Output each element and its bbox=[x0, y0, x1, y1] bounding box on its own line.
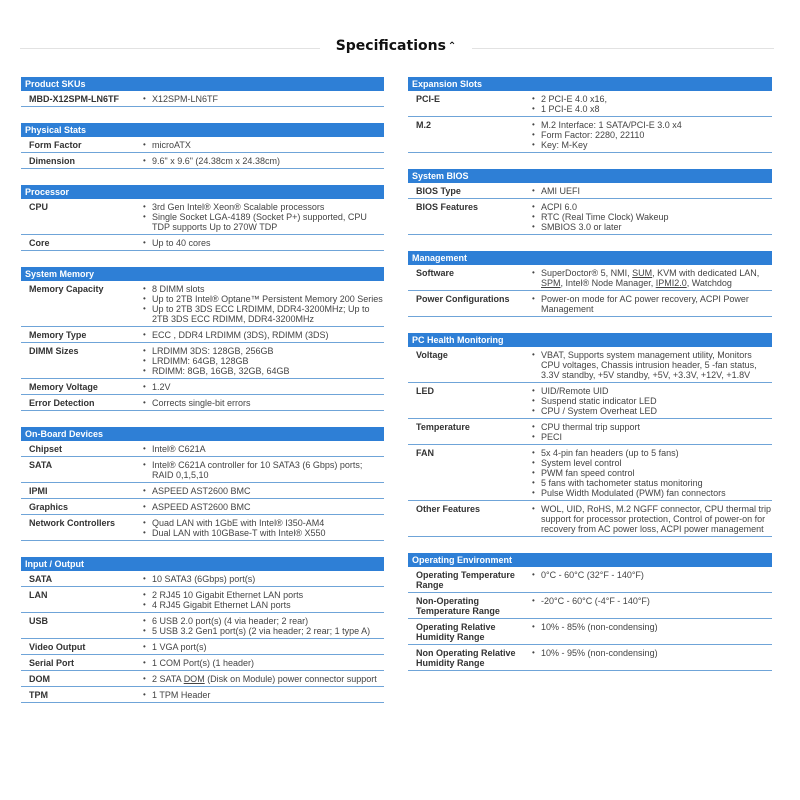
spec-values bbox=[143, 330, 384, 340]
section-header: Physical Stats bbox=[21, 123, 384, 137]
section-product-skus bbox=[21, 77, 384, 107]
spec-value: • 10% - 95% (non-condensing) bbox=[532, 648, 772, 658]
spec-label: Temperature bbox=[416, 422, 470, 432]
spec-value-text: , Intel® Node Manager, bbox=[560, 278, 656, 288]
spec-value: • CPU thermal trip support bbox=[532, 422, 772, 432]
spec-label: PCI-E bbox=[416, 94, 441, 104]
spec-values bbox=[143, 156, 384, 166]
spec-row bbox=[21, 499, 384, 515]
page-title: Specifications bbox=[335, 38, 446, 54]
spec-row bbox=[21, 137, 384, 153]
spec-label: MBD-X12SPM-LN6TF bbox=[29, 94, 120, 104]
spec-label: Dimension bbox=[29, 156, 76, 166]
spec-values bbox=[143, 502, 384, 512]
spec-value: • LRDIMM: 64GB, 128GB bbox=[143, 356, 384, 366]
spec-label: Memory Voltage bbox=[29, 382, 98, 392]
spec-value: • Quad LAN with 1GbE with Intel® I350-AM4 bbox=[143, 518, 384, 528]
spec-values bbox=[532, 422, 772, 442]
spec-label: Serial Port bbox=[29, 658, 75, 668]
spec-label: Form Factor bbox=[29, 140, 82, 150]
spec-value: • RTC (Real Time Clock) Wakeup bbox=[532, 212, 772, 222]
spec-label: Video Output bbox=[29, 642, 86, 652]
spec-label: BIOS Type bbox=[416, 186, 461, 196]
spec-value: • PWM fan speed control bbox=[532, 468, 772, 478]
spec-value: • 5x 4-pin fan headers (up to 5 fans) bbox=[532, 448, 772, 458]
spec-value: • WOL, UID, RoHS, M.2 NGFF connector, CPU thermal trip support for processor protection, Control of power-on for recovery from AC power loss, ACPI power management bbox=[532, 504, 772, 534]
spec-value: • System level control bbox=[532, 458, 772, 468]
spec-row bbox=[408, 291, 772, 317]
spec-value: • Suspend static indicator LED bbox=[532, 396, 772, 406]
spec-values bbox=[143, 690, 384, 700]
spec-label: Software bbox=[416, 268, 455, 278]
spec-label: FAN bbox=[416, 448, 434, 458]
spec-row bbox=[408, 593, 772, 619]
section-header: System Memory bbox=[21, 267, 384, 281]
spec-label: TPM bbox=[29, 690, 48, 700]
spec-label: LAN bbox=[29, 590, 48, 600]
spec-label: Non Operating Relative Humidity Range bbox=[416, 648, 516, 668]
spec-values bbox=[143, 346, 384, 376]
spec-values bbox=[532, 186, 772, 196]
spec-row bbox=[408, 199, 772, 235]
section-header: Expansion Slots bbox=[408, 77, 772, 91]
spec-value: • Intel® C621A bbox=[143, 444, 384, 454]
spec-row bbox=[408, 419, 772, 445]
spec-row bbox=[21, 515, 384, 541]
spec-label: SATA bbox=[29, 460, 53, 470]
spec-label: Chipset bbox=[29, 444, 63, 454]
spec-row bbox=[21, 587, 384, 613]
spec-value: • Power-on mode for AC power recovery, ACPI Power Management bbox=[532, 294, 772, 314]
spec-row bbox=[21, 235, 384, 251]
spec-label: Error Detection bbox=[29, 398, 95, 408]
spec-row bbox=[408, 265, 772, 291]
spec-row bbox=[21, 571, 384, 587]
spec-row bbox=[21, 199, 384, 235]
spec-value: • Up to 2TB Intel® Optane™ Persistent Memory 200 Series bbox=[143, 294, 384, 304]
spec-value: • UID/Remote UID bbox=[532, 386, 772, 396]
spec-values bbox=[143, 382, 384, 392]
spec-value: • RDIMM: 8GB, 16GB, 32GB, 64GB bbox=[143, 366, 384, 376]
spec-values bbox=[532, 448, 772, 498]
section-processor bbox=[21, 185, 384, 251]
spec-value: • 1 PCI-E 4.0 x8 bbox=[532, 104, 772, 114]
spec-value: • Key: M-Key bbox=[532, 140, 772, 150]
spec-value: • 9.6" x 9.6" (24.38cm x 24.38cm) bbox=[143, 156, 384, 166]
spec-value: • CPU / System Overheat LED bbox=[532, 406, 772, 416]
spec-row bbox=[408, 183, 772, 199]
spec-values bbox=[143, 444, 384, 454]
spec-label: BIOS Features bbox=[416, 202, 479, 212]
spec-values bbox=[143, 590, 384, 610]
spec-value: • M.2 Interface: 1 SATA/PCI-E 3.0 x4 bbox=[532, 120, 772, 130]
spec-values bbox=[143, 518, 384, 538]
spec-row bbox=[408, 567, 772, 593]
chevron-up-icon: ⌃ bbox=[447, 41, 457, 52]
spec-row bbox=[408, 347, 772, 383]
spec-value: • microATX bbox=[143, 140, 384, 150]
spec-value: • Intel® C621A controller for 10 SATA3 (6 Gbps) ports; RAID 0,1,5,10 bbox=[143, 460, 384, 480]
spec-row bbox=[408, 117, 772, 153]
spec-row bbox=[21, 327, 384, 343]
spec-value: • ASPEED AST2600 BMC bbox=[143, 486, 384, 496]
spec-label: DOM bbox=[29, 674, 50, 684]
spec-value: • ECC , DDR4 LRDIMM (3DS), RDIMM (3DS) bbox=[143, 330, 384, 340]
link-dom[interactable]: DOM bbox=[183, 674, 205, 684]
spec-value: • 0°C - 60°C (32°F - 140°F) bbox=[532, 570, 772, 580]
spec-value: • 8 DIMM slots bbox=[143, 284, 384, 294]
spec-label: USB bbox=[29, 616, 49, 626]
section-header: Processor bbox=[21, 185, 384, 199]
spec-row bbox=[21, 613, 384, 639]
spec-value: • 1.2V bbox=[143, 382, 384, 392]
spec-value: • 6 USB 2.0 port(s) (4 via header; 2 rear) bbox=[143, 616, 384, 626]
spec-value-text: (Disk on Module) power connector support bbox=[204, 674, 377, 684]
spec-values bbox=[143, 616, 384, 636]
spec-values bbox=[532, 120, 772, 150]
spec-value: • 5 fans with tachometer status monitoring bbox=[532, 478, 772, 488]
spec-label: Operating Relative Humidity Range bbox=[416, 622, 496, 642]
spec-value: • Up to 40 cores bbox=[143, 238, 384, 248]
spec-values bbox=[143, 642, 384, 652]
spec-values bbox=[143, 284, 384, 324]
section-expansion-slots bbox=[408, 77, 772, 153]
spec-row bbox=[21, 281, 384, 327]
spec-value: • 1 COM Port(s) (1 header) bbox=[143, 658, 384, 668]
spec-value: • PECI bbox=[532, 432, 772, 442]
spec-value: • 1 TPM Header bbox=[143, 690, 384, 700]
spec-values bbox=[143, 486, 384, 496]
section-pc-health-monitoring bbox=[408, 333, 772, 537]
spec-label: Memory Type bbox=[29, 330, 87, 340]
spec-row bbox=[21, 91, 384, 107]
spec-values bbox=[532, 268, 772, 288]
spec-value: • Corrects single-bit errors bbox=[143, 398, 384, 408]
spec-label: Network Controllers bbox=[29, 518, 116, 528]
specs-right-column bbox=[408, 77, 772, 687]
spec-row bbox=[21, 687, 384, 703]
section-header: System BIOS bbox=[408, 169, 772, 183]
spec-value-text: 2 SATA bbox=[152, 674, 184, 684]
spec-value: • 3rd Gen Intel® Xeon® Scalable processors bbox=[143, 202, 384, 212]
section-header: PC Health Monitoring bbox=[408, 333, 772, 347]
section-header: On-Board Devices bbox=[21, 427, 384, 441]
spec-row bbox=[21, 671, 384, 687]
spec-value: • ACPI 6.0 bbox=[532, 202, 772, 212]
section-header: Management bbox=[408, 251, 772, 265]
spec-label: Power Configurations bbox=[416, 294, 510, 304]
spec-values bbox=[532, 202, 772, 232]
link-spm[interactable]: SPM bbox=[541, 278, 561, 288]
spec-value: • -20°C - 60°C (-4°F - 140°F) bbox=[532, 596, 772, 606]
header-divider-right bbox=[472, 48, 774, 49]
spec-values bbox=[143, 238, 384, 248]
spec-value: • 10% - 85% (non-condensing) bbox=[532, 622, 772, 632]
spec-values bbox=[143, 460, 384, 480]
spec-value: • Pulse Width Modulated (PWM) fan connectors bbox=[532, 488, 772, 498]
spec-label: Voltage bbox=[416, 350, 448, 360]
spec-values bbox=[532, 596, 772, 616]
specifications-toggle[interactable] bbox=[320, 38, 472, 54]
section-header: Input / Output bbox=[21, 557, 384, 571]
spec-value: • 5 USB 3.2 Gen1 port(s) (2 via header; 2 rear; 1 type A) bbox=[143, 626, 384, 636]
spec-value-text: , Watchdog bbox=[686, 278, 732, 288]
spec-values bbox=[143, 674, 384, 684]
spec-value: • AMI UEFI bbox=[532, 186, 772, 196]
header-divider-left bbox=[20, 48, 320, 49]
spec-row bbox=[21, 153, 384, 169]
spec-row bbox=[408, 445, 772, 501]
spec-label: CPU bbox=[29, 202, 49, 212]
spec-label: Memory Capacity bbox=[29, 284, 104, 294]
spec-row bbox=[21, 441, 384, 457]
spec-row bbox=[21, 655, 384, 671]
spec-label: M.2 bbox=[416, 120, 432, 130]
spec-value: • 2 RJ45 10 Gigabit Ethernet LAN ports bbox=[143, 590, 384, 600]
spec-row bbox=[21, 457, 384, 483]
section-physical-stats bbox=[21, 123, 384, 169]
section-header: Product SKUs bbox=[21, 77, 384, 91]
spec-values bbox=[143, 202, 384, 232]
spec-values bbox=[143, 140, 384, 150]
section-system-bios bbox=[408, 169, 772, 235]
spec-value: • 10 SATA3 (6Gbps) port(s) bbox=[143, 574, 384, 584]
spec-row bbox=[408, 501, 772, 537]
spec-row bbox=[408, 619, 772, 645]
spec-row bbox=[21, 343, 384, 379]
section-input-output bbox=[21, 557, 384, 703]
spec-row bbox=[21, 379, 384, 395]
spec-row bbox=[408, 383, 772, 419]
spec-row bbox=[21, 395, 384, 411]
spec-value: • Single Socket LGA-4189 (Socket P+) supported, CPU TDP supports Up to 270W TDP bbox=[143, 212, 384, 232]
spec-row bbox=[21, 483, 384, 499]
spec-values bbox=[532, 350, 772, 380]
spec-value: • LRDIMM 3DS: 128GB, 256GB bbox=[143, 346, 384, 356]
section-system-memory bbox=[21, 267, 384, 411]
spec-value-text: , KVM with dedicated LAN, bbox=[652, 268, 760, 278]
spec-label: Non-Operating Temperature Range bbox=[416, 596, 500, 616]
spec-label: DIMM Sizes bbox=[29, 346, 79, 356]
spec-value bbox=[143, 674, 384, 684]
spec-row bbox=[21, 639, 384, 655]
spec-label: IPMI bbox=[29, 486, 48, 496]
spec-label: Other Features bbox=[416, 504, 481, 514]
spec-values bbox=[532, 386, 772, 416]
section-header: Operating Environment bbox=[408, 553, 772, 567]
specs-left-column bbox=[21, 77, 384, 719]
section-on-board-devices bbox=[21, 427, 384, 541]
section-operating-environment bbox=[408, 553, 772, 671]
spec-value: • X12SPM-LN6TF bbox=[143, 94, 384, 104]
spec-value: • VBAT, Supports system management utility, Monitors CPU voltages, Chassis intrusion header, 5 -fan status, 3.3V standby, +5V standby, +5V, +3.3V, +12V, +1.8V bbox=[532, 350, 772, 380]
spec-values bbox=[532, 94, 772, 114]
spec-label: SATA bbox=[29, 574, 53, 584]
spec-value: • Up to 2TB 3DS ECC LRDIMM, DDR4-3200MHz; Up to 2TB 3DS ECC RDIMM, DDR4-3200MHz bbox=[143, 304, 384, 324]
spec-label: Core bbox=[29, 238, 50, 248]
spec-values bbox=[143, 94, 384, 104]
spec-value: • 2 PCI-E 4.0 x16, bbox=[532, 94, 772, 104]
spec-values bbox=[532, 294, 772, 314]
spec-values bbox=[143, 658, 384, 668]
spec-row bbox=[408, 91, 772, 117]
spec-values bbox=[532, 622, 772, 642]
spec-value: • Form Factor: 2280, 22110 bbox=[532, 130, 772, 140]
spec-value: • SMBIOS 3.0 or later bbox=[532, 222, 772, 232]
spec-label: Operating Temperature Range bbox=[416, 570, 515, 590]
spec-value bbox=[532, 268, 772, 288]
spec-value: • Dual LAN with 10GBase-T with Intel® X550 bbox=[143, 528, 384, 538]
spec-value-text: SuperDoctor® 5, NMI, bbox=[541, 268, 633, 278]
link-ipmi2-0[interactable]: IPMI2.0 bbox=[655, 278, 687, 288]
spec-values bbox=[532, 504, 772, 534]
spec-value: • ASPEED AST2600 BMC bbox=[143, 502, 384, 512]
spec-label: Graphics bbox=[29, 502, 69, 512]
spec-values bbox=[143, 398, 384, 408]
spec-values bbox=[532, 570, 772, 590]
link-sum[interactable]: SUM bbox=[632, 268, 653, 278]
spec-value: • 4 RJ45 Gigabit Ethernet LAN ports bbox=[143, 600, 384, 610]
spec-value: • 1 VGA port(s) bbox=[143, 642, 384, 652]
spec-values bbox=[143, 574, 384, 584]
spec-label: LED bbox=[416, 386, 434, 396]
spec-row bbox=[408, 645, 772, 671]
section-management bbox=[408, 251, 772, 317]
spec-values bbox=[532, 648, 772, 668]
